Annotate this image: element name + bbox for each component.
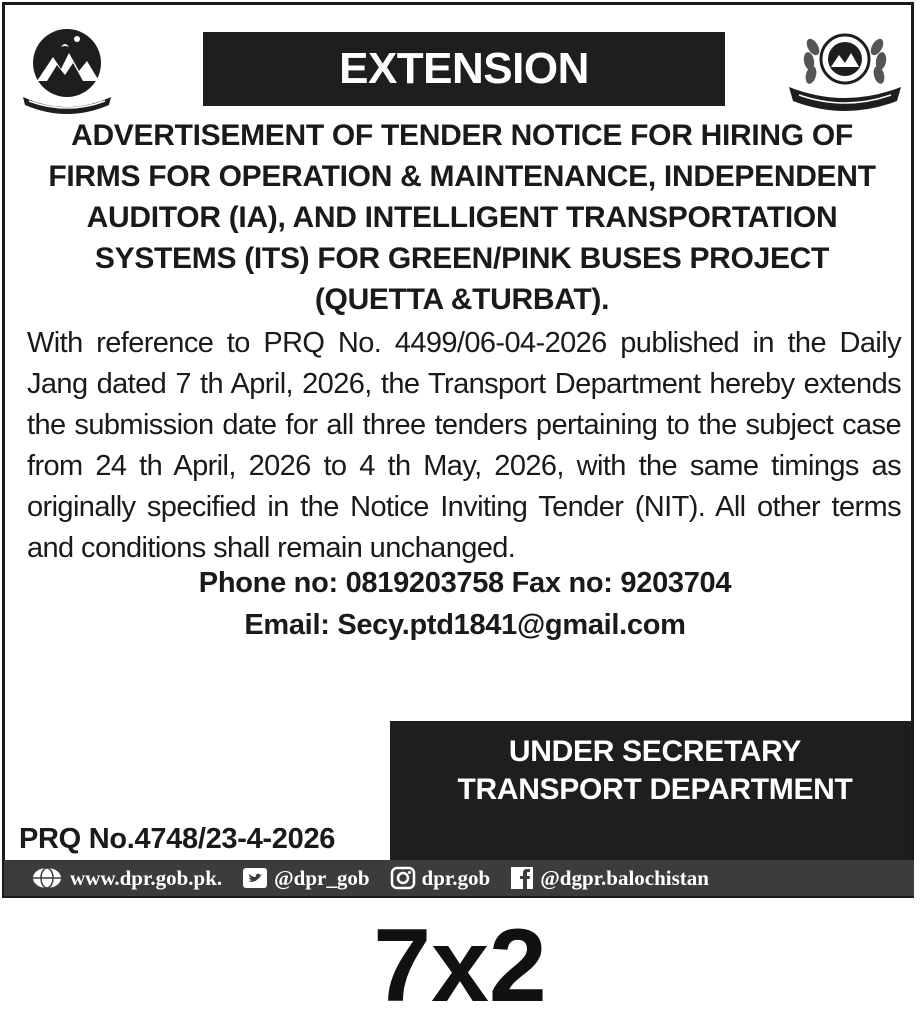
banner-title: EXTENSION [339,44,589,93]
footer-twitter[interactable] [242,866,369,891]
footer-instagram[interactable] [390,866,491,891]
footer-facebook[interactable] [510,866,709,891]
dgpr-seal-icon [785,25,905,117]
extension-banner [203,32,725,106]
signatory-department: TRANSPORT DEPARTMENT [457,773,853,806]
instagram-handle: dpr.gob [421,865,491,890]
twitter-icon [242,867,268,889]
notice-body: With reference to PRQ No. 4499/06-04-2026 published in the Daily Jang dated 7 th April, 2026, the Transport Department hereby extends the submission date for all three tenders pertaining to the subject case from 24 th April, 2026 to 4 th May, 2026, with the same timings as originally specified in the Notice Inviting Tender (NIT). All other terms and conditions shall remain unchanged. [27,327,901,564]
prq-number: PRQ No.4748/23-4-2026 [19,823,336,855]
tender-headline: ADVERTISEMENT OF TENDER NOTICE FOR HIRING OF FIRMS FOR OPERATION & MAINTENANCE, INDEPENDENT AUDITOR (IA), AND INTELLIGENT TRANSPORTATION SYSTEMS (ITS) FOR GREEN/PINK BUSES PROJECT (QUETTA &TURBAT). [48,119,876,316]
ad-size-label: 7x2 [373,908,547,1024]
advertisement-frame [2,2,914,898]
instagram-icon [390,866,416,890]
twitter-handle: @dpr_gob [274,865,370,890]
globe-icon [30,866,64,890]
balochistan-emblem-icon [17,23,117,115]
phone-fax-line: Phone no: 0819203758 Fax no: 9203704 [198,567,732,599]
facebook-handle: @dgpr.balochistan [540,865,709,890]
signatory-title: UNDER SECRETARY [508,735,802,768]
website-text: www.dpr.gob.pk. [70,865,223,890]
signature-block [390,721,914,867]
footer-website[interactable] [30,866,222,891]
email-line: Email: Secy.ptd1841@gmail.com [244,609,686,641]
facebook-icon [510,866,534,890]
footer-social-bar [4,860,914,896]
